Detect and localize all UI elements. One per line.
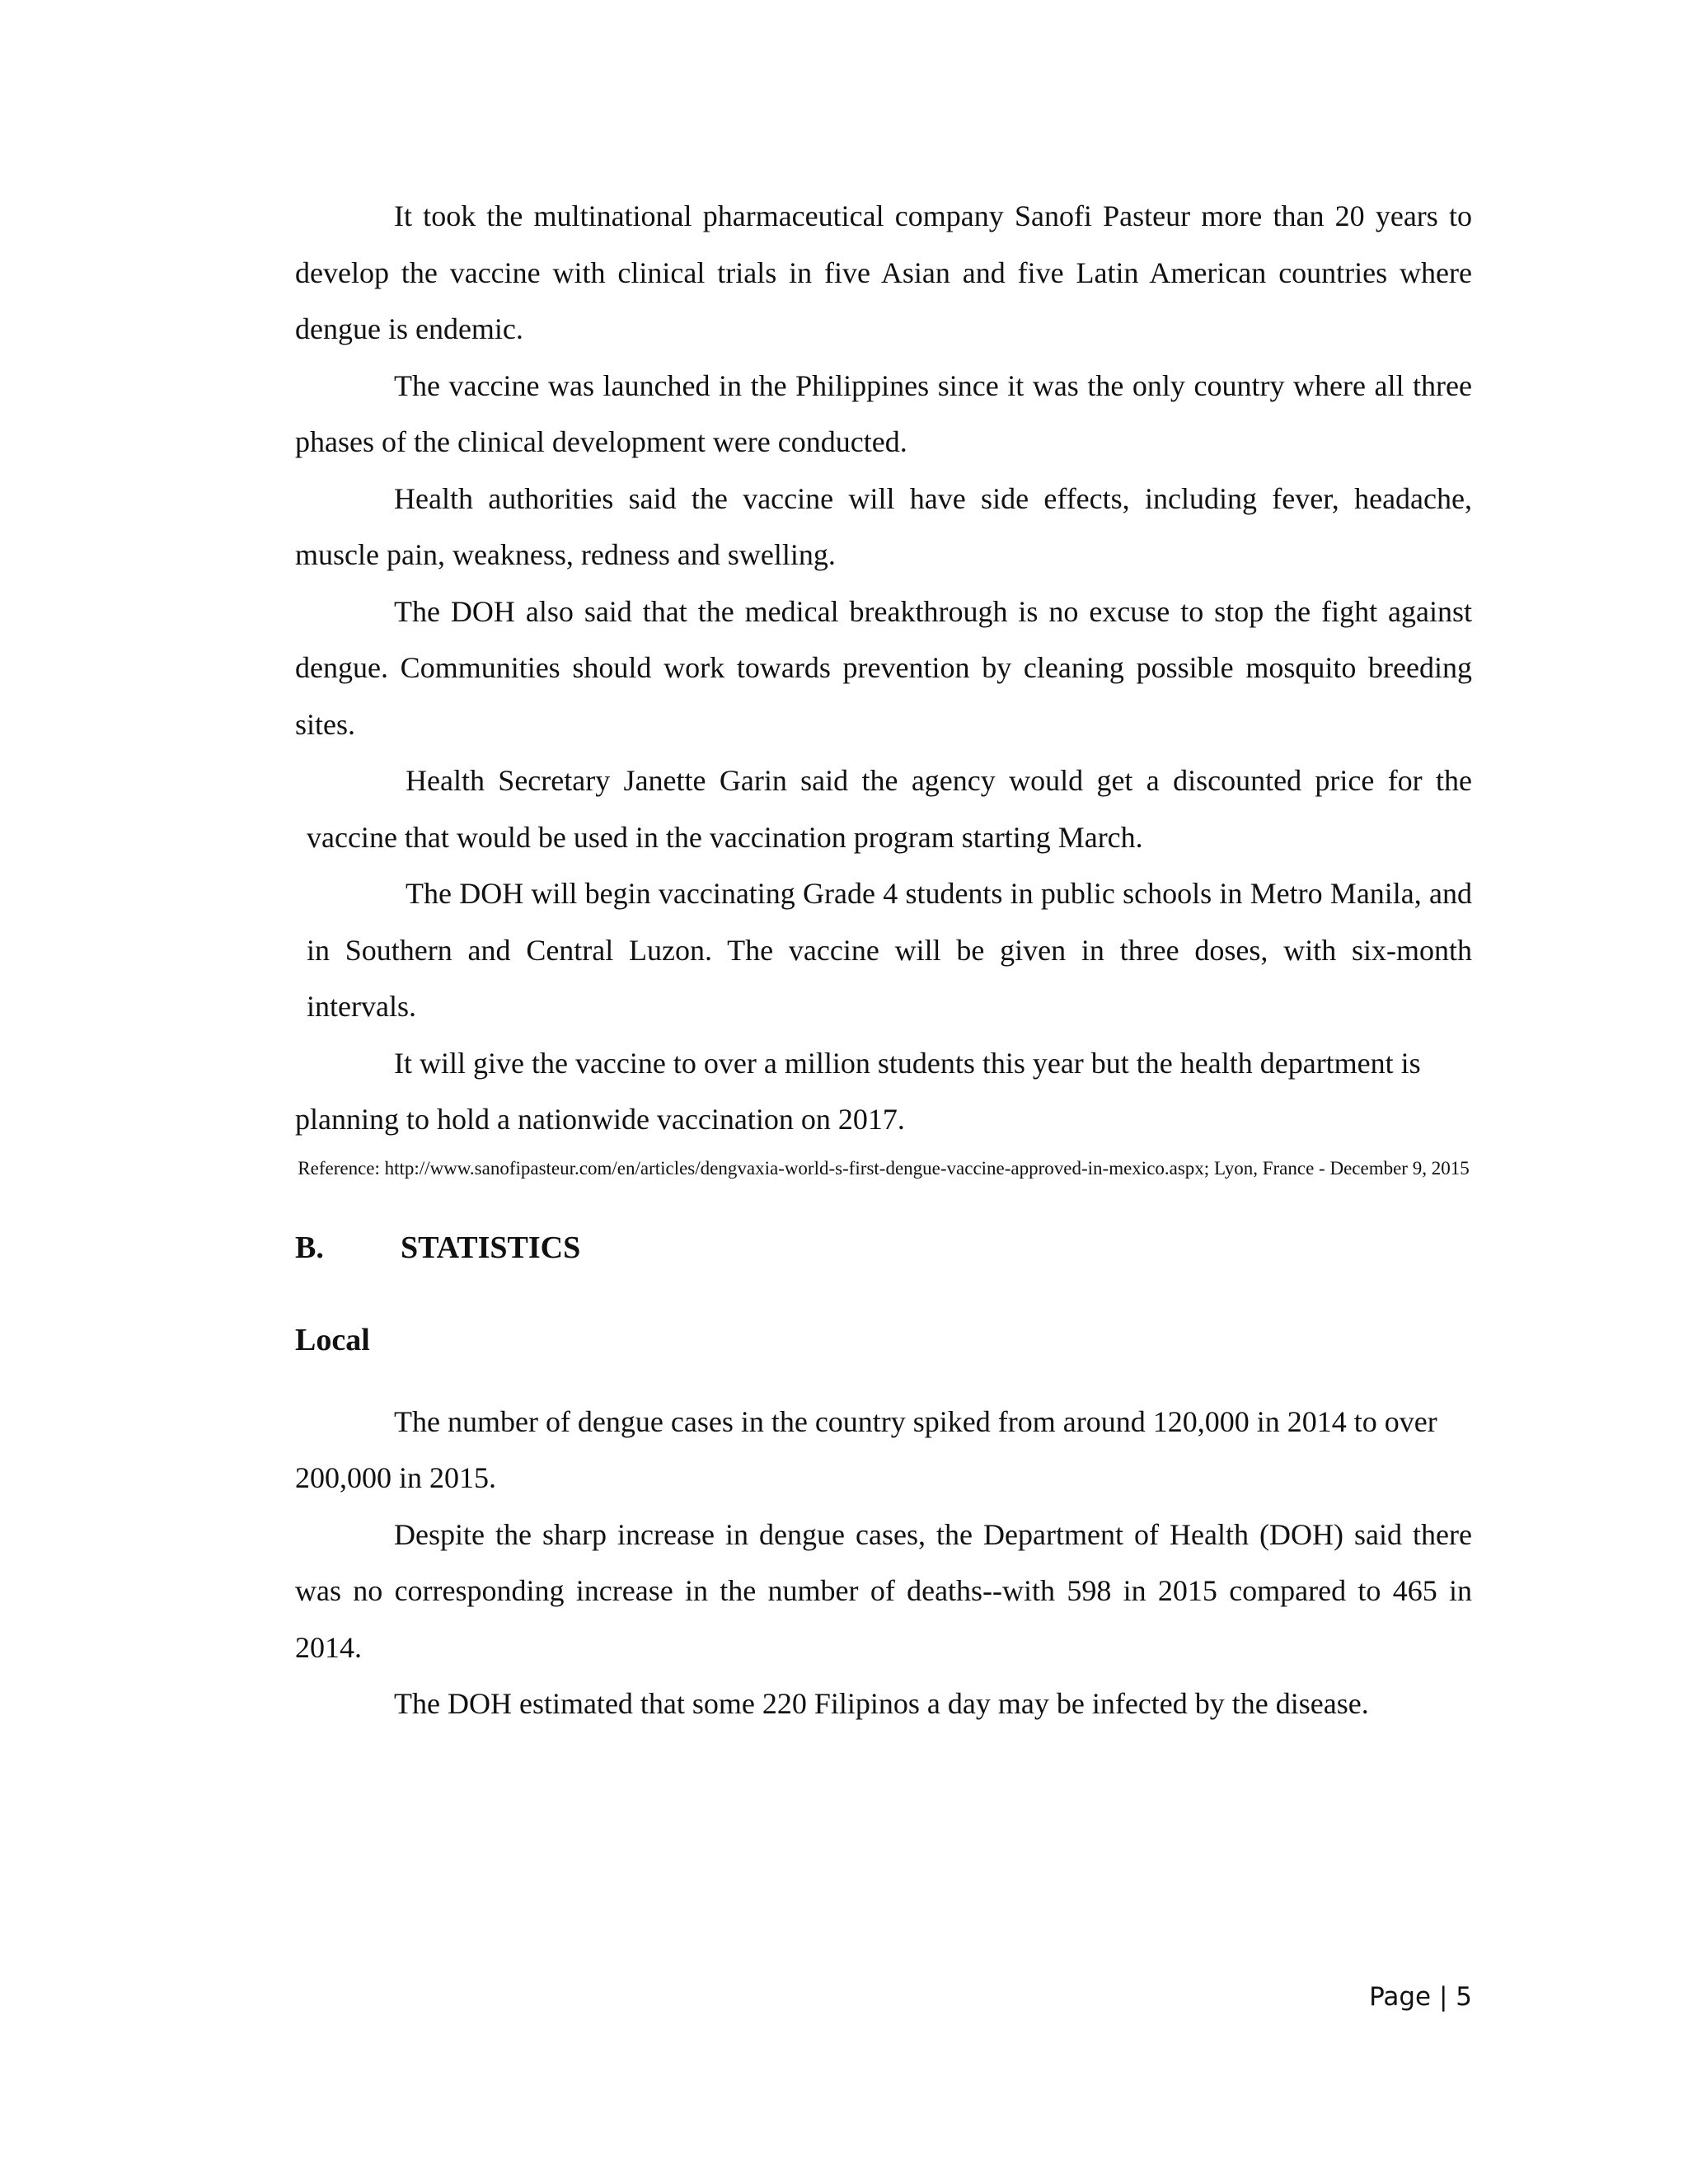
section-title: STATISTICS xyxy=(401,1230,581,1265)
section-heading xyxy=(295,1227,1472,1268)
statistics-body xyxy=(295,1394,1472,1732)
paragraph-dengue-deaths: Despite the sharp increase in dengue cases, the Department of Health (DOH) said there was no corresponding increase in the number of deaths--with 598 in 2015 compared to 465 in 2014. xyxy=(295,1517,1472,1664)
page-content xyxy=(295,188,1472,1732)
paragraph-vaccination-schedule: The DOH will begin vaccinating Grade 4 students in public schools in Metro Manila, and in Southern and Central Luzon. The vaccine will be given in three doses, with six-month intervals. xyxy=(307,877,1472,1023)
paragraph-side-effects: Health authorities said the vaccine will have side effects, including fever, headache, muscle pain, weakness, redness and swelling. xyxy=(295,481,1472,571)
paragraph-dengue-cases: The number of dengue cases in the country spiked from around 120,000 in 2014 to over 200,000 in 2015. xyxy=(295,1404,1437,1494)
paragraph-daily-infections: The DOH estimated that some 220 Filipinos a day may be infected by the disease. xyxy=(394,1687,1369,1720)
reference-citation: Reference: http://www.sanofipasteur.com/en/articles/dengvaxia-world-s-first-dengue-vaccine-approved-in-mexico.aspx; Lyon, France - December 9, 2015 xyxy=(298,1157,1470,1179)
paragraph-nationwide-vaccination: It will give the vaccine to over a million students this year but the health department is planning to hold a nationwide vaccination on 2017. xyxy=(295,1046,1421,1136)
paragraph-discounted-price: Health Secretary Janette Garin said the agency would get a discounted price for the vaccine that would be used in the vaccination program starting March. xyxy=(307,764,1472,854)
section-letter: B. xyxy=(295,1230,324,1265)
paragraph-prevention: The DOH also said that the medical breakthrough is no excuse to stop the fight against dengue. Communities should work towards prevention by cleaning possible mosquito breeding sites. xyxy=(295,594,1472,741)
paragraph-vaccine-launch: The vaccine was launched in the Philippines since it was the only country where all three phases of the clinical development were conducted. xyxy=(295,368,1472,458)
subsection-heading: Local xyxy=(295,1322,370,1357)
page-number-footer: Page | 5 xyxy=(1369,1982,1472,2012)
paragraph-vaccine-development: It took the multinational pharmaceutical company Sanofi Pasteur more than 20 years to develop the vaccine with clinical trials in five Asian and five Latin American countries where dengue is endemic. xyxy=(295,199,1472,345)
